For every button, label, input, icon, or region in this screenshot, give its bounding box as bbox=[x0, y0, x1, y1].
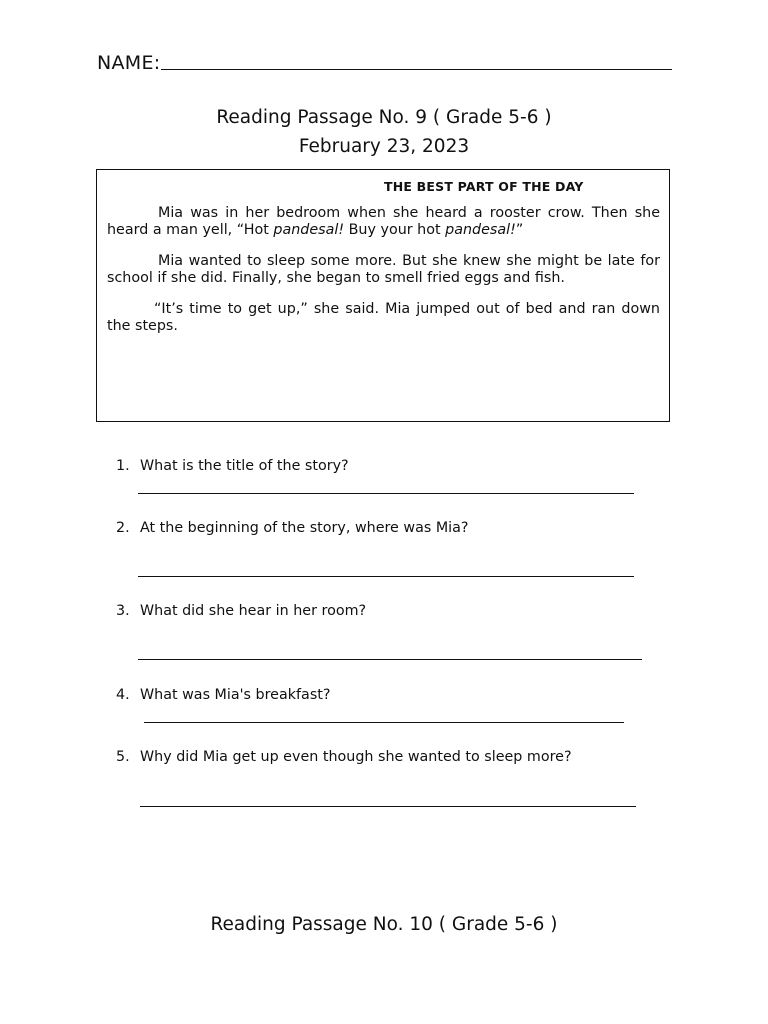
question-number: 2. bbox=[116, 520, 130, 536]
question-text: What did she hear in her room? bbox=[140, 603, 367, 619]
paragraph-1: Mia was in her bedroom when she heard a rooster crow. Then she heard a man yell, “Hot pandesal! Buy your hot pandesal!” bbox=[107, 205, 660, 238]
question-number: 5. bbox=[116, 749, 130, 765]
answer-line-4[interactable] bbox=[144, 722, 624, 723]
question-text: Why did Mia get up even though she wanted to sleep more? bbox=[140, 749, 572, 765]
answer-line-1[interactable] bbox=[138, 493, 634, 494]
question-2 bbox=[116, 520, 469, 536]
answer-line-2[interactable] bbox=[138, 576, 634, 577]
passage-heading: Reading Passage No. 9 ( Grade 5-6 ) bbox=[216, 107, 552, 128]
question-number: 3. bbox=[116, 603, 130, 619]
name-label: NAME: bbox=[97, 52, 161, 74]
name-field[interactable] bbox=[97, 44, 672, 74]
paragraph-3: “It’s time to get up,” she said. Mia jumped out of bed and ran down the steps. bbox=[107, 301, 660, 334]
question-number: 1. bbox=[116, 458, 130, 474]
passage-box bbox=[96, 169, 670, 422]
paragraph-2: Mia wanted to sleep some more. But she knew she might be late for school if she did. Finally, she began to smell fried eggs and fish. bbox=[107, 253, 660, 286]
passage-date: February 23, 2023 bbox=[298, 136, 470, 157]
question-3 bbox=[116, 603, 366, 619]
question-number: 4. bbox=[116, 687, 130, 703]
name-answer-line[interactable] bbox=[161, 68, 672, 70]
answer-line-5[interactable] bbox=[140, 806, 636, 807]
next-passage-heading: Reading Passage No. 10 ( Grade 5-6 ) bbox=[210, 914, 558, 935]
question-1 bbox=[116, 458, 349, 474]
answer-line-3[interactable] bbox=[138, 659, 642, 660]
question-5 bbox=[116, 749, 572, 765]
question-text: At the beginning of the story, where was Mia? bbox=[140, 520, 469, 536]
passage-title: THE BEST PART OF THE DAY bbox=[384, 179, 584, 194]
question-text: What is the title of the story? bbox=[140, 458, 349, 474]
question-4 bbox=[116, 687, 330, 703]
question-text: What was Mia's breakfast? bbox=[140, 687, 331, 703]
